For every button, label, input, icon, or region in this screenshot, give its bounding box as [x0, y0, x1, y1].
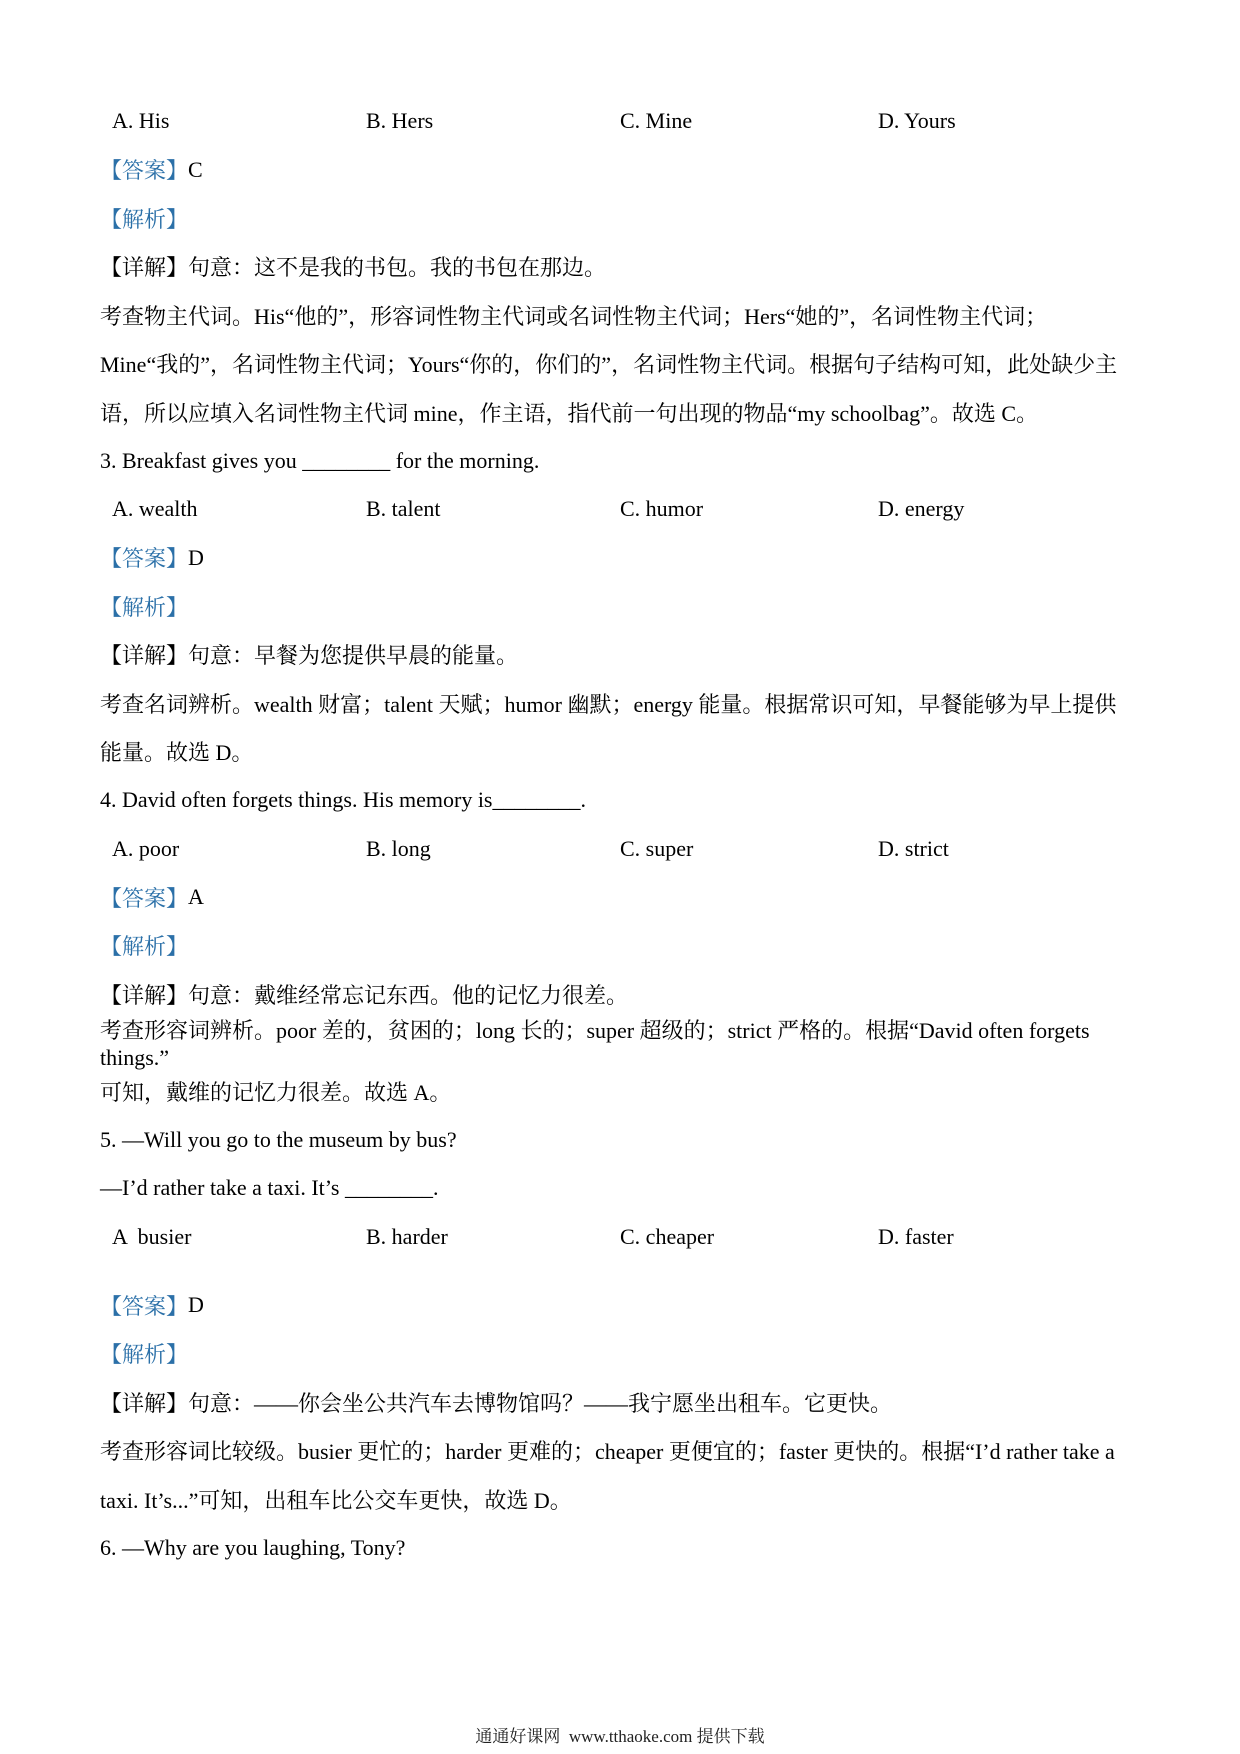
answer-row — [100, 873, 1144, 922]
explanation-line — [100, 1067, 1144, 1116]
explanation-text: 可知，戴维的记忆力很差。故选 A。 — [100, 1079, 452, 1105]
options-row — [100, 485, 1144, 534]
option-b: B. Hers — [366, 108, 434, 134]
detail-label: 【详解】 — [100, 982, 189, 1008]
answer-label: 【答案】 — [100, 1293, 189, 1319]
option-c: C. Mine — [620, 108, 693, 134]
answer-label: 【答案】 — [100, 158, 189, 184]
option-c: C. super — [620, 835, 694, 861]
question-stem-text: 6. —Why are you laughing, Tony? — [100, 1534, 406, 1560]
detail-text: 句意：这不是我的书包。我的书包在那边。 — [188, 255, 607, 281]
explanation-text: 能量。故选 D。 — [100, 740, 254, 766]
explanation-line — [100, 679, 1144, 728]
option-d: D. strict — [878, 835, 949, 861]
explanation-text: 考查形容词比较级。busier 更忙的；harder 更难的；cheaper 更便宜的；faster 更快的。根据“I’d rather take a — [100, 1439, 1115, 1465]
analysis-label: 【解析】 — [100, 206, 189, 232]
answer-label: 【答案】 — [100, 885, 189, 911]
explanation-text: 考查物主代词。His“他的”，形容词性物主代词或名词性物主代词；Hers“她的”，名词性物主代词； — [100, 303, 1048, 329]
answer-value: D — [188, 544, 204, 570]
option-b: B. long — [366, 835, 431, 861]
explanation-line — [100, 1427, 1144, 1476]
analysis-label: 【解析】 — [100, 1342, 189, 1368]
explanation-text: taxi. It’s...”可知，出租车比公交车更快，故选 D。 — [100, 1487, 572, 1513]
answer-row — [100, 1281, 1144, 1330]
detail-row — [100, 970, 1144, 1019]
question-stem — [100, 1116, 1144, 1165]
options-row — [100, 97, 1144, 146]
option-a: A. His — [112, 108, 170, 134]
explanation-text: 考查形容词辨析。poor 差的，贫困的；long 长的；super 超级的；strict 严格的。根据“David often forgets things.” — [100, 1018, 1096, 1071]
answer-value: A — [188, 884, 204, 910]
answer-row — [100, 146, 1144, 195]
explanation-text: Mine“我的”，名词性物主代词；Yours“你的，你们的”，名词性物主代词。根据句子结构可知，此处缺少主 — [100, 352, 1118, 378]
option-a: A. poor — [112, 835, 180, 861]
analysis-row — [100, 194, 1144, 243]
option-c: C. humor — [620, 496, 704, 522]
analysis-row — [100, 922, 1144, 971]
footer-credit: 通通好课网 www.tthaoke.com 提供下载 — [475, 1727, 765, 1746]
question-stem — [100, 1164, 1144, 1213]
option-d: D. energy — [878, 496, 965, 522]
answer-row — [100, 534, 1144, 583]
option-b: B. harder — [366, 1223, 448, 1249]
explanation-line — [100, 340, 1144, 389]
explanation-line — [100, 728, 1144, 777]
answer-label: 【答案】 — [100, 546, 189, 572]
options-row — [100, 825, 1144, 874]
explanation-line — [100, 1475, 1144, 1524]
answer-value: D — [188, 1292, 204, 1318]
question-stem-text: 3. Breakfast gives you ________ for the morning. — [100, 447, 540, 473]
detail-text: 句意：早餐为您提供早晨的能量。 — [188, 643, 519, 669]
option-c: C. cheaper — [620, 1223, 715, 1249]
detail-label: 【详解】 — [100, 1390, 189, 1416]
answer-value: C — [188, 156, 203, 182]
option-b: B. talent — [366, 496, 441, 522]
option-a: A busier — [112, 1223, 192, 1249]
option-d: D. Yours — [878, 108, 956, 134]
option-d: D. faster — [878, 1223, 954, 1249]
question-stem-text: 5. —Will you go to the museum by bus? — [100, 1126, 457, 1152]
question-stem-text: —I’d rather take a taxi. It’s ________. — [100, 1175, 439, 1201]
detail-row — [100, 243, 1144, 292]
detail-text: 句意：——你会坐公共汽车去博物馆吗？——我宁愿坐出租车。它更快。 — [188, 1390, 893, 1416]
explanation-line — [100, 388, 1144, 437]
question-stem — [100, 1524, 1144, 1573]
document-content — [100, 97, 1144, 1572]
question-stem — [100, 776, 1144, 825]
detail-row — [100, 631, 1144, 680]
explanation-line — [100, 291, 1144, 340]
explanation-text: 考查名词辨析。wealth 财富；talent 天赋；humor 幽默；energy 能量。根据常识可知，早餐能够为早上提供 — [100, 691, 1117, 717]
detail-label: 【详解】 — [100, 643, 189, 669]
analysis-label: 【解析】 — [100, 594, 189, 620]
analysis-label: 【解析】 — [100, 934, 189, 960]
explanation-line — [100, 1018, 1144, 1071]
explanation-text: 语，所以应填入名词性物主代词 mine，作主语，指代前一句出现的物品“my schoolbag”。故选 C。 — [100, 400, 1039, 426]
question-stem — [100, 437, 1144, 486]
analysis-row — [100, 582, 1144, 631]
detail-text: 句意：戴维经常忘记东西。他的记忆力很差。 — [188, 982, 629, 1008]
option-a: A. wealth — [112, 496, 198, 522]
options-row — [100, 1213, 1144, 1262]
detail-label: 【详解】 — [100, 255, 189, 281]
question-stem-text: 4. David often forgets things. His memory is________. — [100, 787, 586, 813]
analysis-row — [100, 1330, 1144, 1379]
detail-row — [100, 1378, 1144, 1427]
